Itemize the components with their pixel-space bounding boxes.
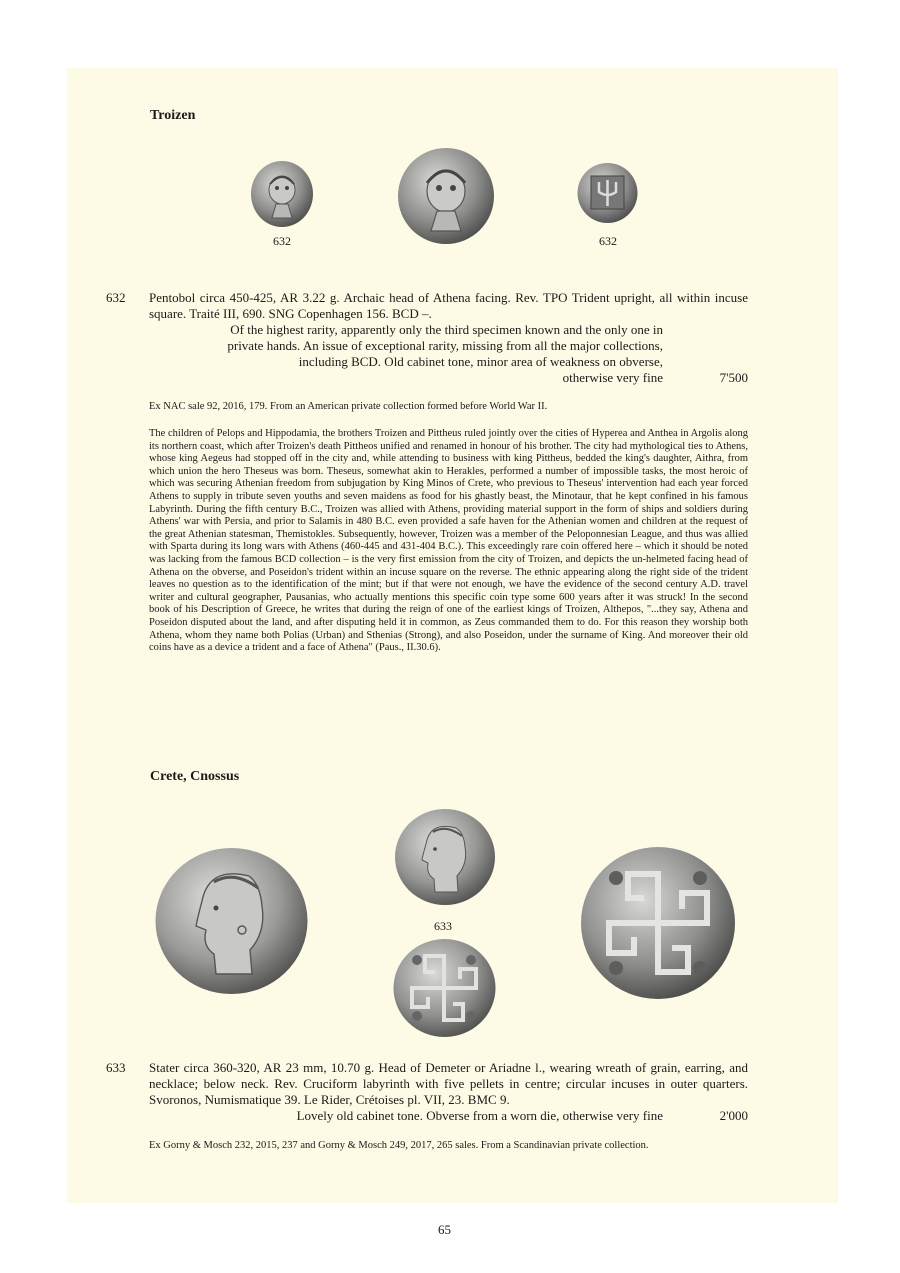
estimate: 7'500: [719, 370, 748, 385]
condition: Lovely old cabinet tone. Obverse from a worn die, otherwise very fine: [296, 1108, 663, 1123]
rarity-line: private hands. An issue of exceptional rarity, missing from all the major collections,: [227, 338, 663, 353]
section-title-troizen: Troizen: [150, 108, 196, 123]
coin-obverse-demeter-icon: [394, 808, 496, 906]
coin-caption: 633: [434, 919, 452, 933]
rarity-line: Of the highest rarity, apparently only the third specimen known and the only one in: [230, 322, 663, 337]
lot-number: 632: [106, 290, 126, 305]
coin-obverse-athena-facing-enlarged-icon: [397, 147, 495, 245]
coin-obverse-athena-facing-icon: [250, 160, 314, 228]
condition: otherwise very fine: [562, 370, 663, 385]
coin-reverse-trident-incuse-icon: [577, 162, 638, 224]
provenance: Ex Gorny & Mosch 232, 2015, 237 and Gorny & Mosch 249, 2017, 265 sales. From a Scandinavian private collection.: [149, 1140, 649, 1151]
lot-number: 633: [106, 1060, 126, 1075]
coin-obverse-demeter-enlarged-icon: [154, 846, 309, 996]
coin-reverse-labyrinth-enlarged-icon: [580, 846, 736, 1000]
historical-note: The children of Pelops and Hippodamia, the brothers Troizen and Pittheus ruled jointly over the cities of Hyperea and Anthea in Argolis along its northern coast, which after Troizen's death Pittheos unified and renamed in honour of his brother. The city had mythological ties to Athens, whose king Aegeus had stopped off in the city and, while attending to business with king Pittheus, bedded the king's daughter, Aithra, from which union the hero Theseus was born. Theseus, somewhat akin to Herakles, performed a number of impossible tasks, the most heroic of which was securing Athenian freedom from subjugation by King Minos of Crete, who previous to Theseus' intervention had each year forced Athens to supply in tribute seven youths and seven maidens as food for his ghastly beast, the Minotaur, that he kept confined in his famous Labyrinth. During the fifth century B.C., Troizen was allied with Athens, providing material support in the form of ships and soldiers during Athens' war with Persia, and prior to Salamis in 480 B.C. even provided a safe haven for the Athenian women and children at the request of the great Athenian statesman, Themistokles. Subsequently, however, Troizen was a member of the Peloponnesian League, and thus was allied with Sparta during its long wars with Athens (460-445 and 431-404 B.C.). This exceedingly rare coin offered here – which it should be noted was lacking from the famous BCD collection – is the very first emission from the city of Troizen, and depicts the un-helmeted facing head of Athena on the obverse, and Poseidon's trident within an incuse square on the reverse. The ethnic appearing along the right side of the trident leaves no question as to the identification of the mint; but if that were not enough, we have the evidence of the second century A.D. travel writer and cultural geographer, Pausanias, who actually mentions this specific coin type some 600 years after it was struck! In the second book of his Description of Greece, he writes that during the reign of one of the earliest kings of Troizen, Althepos, "...they say, Athena and Poseidon disputed about the land, and after disputing held it in common, as Zeus commanded them to do. For this reason they worship both Athena, whom they name both Polias (Urban) and Sthenias (Strong), and also Poseidon, under the surname of King. And moreover their old coins have as a device a trident and a face of Athena" (Paus., II.30.6).: [149, 428, 748, 654]
page-number: 65: [438, 1222, 451, 1237]
estimate: 2'000: [719, 1108, 748, 1123]
lot-description: Pentobol circa 450-425, AR 3.22 g. Archaic head of Athena facing. Rev. TPO Trident upright, all within incuse square. Traité III, 690. SNG Copenhagen 156. BCD –.: [149, 290, 748, 321]
section-title-crete-cnossus: Crete, Cnossus: [150, 769, 240, 784]
coin-caption: 632: [273, 234, 291, 248]
rarity-line: including BCD. Old cabinet tone, minor area of weakness on obverse,: [298, 354, 663, 369]
coin-caption: 632: [599, 234, 617, 248]
lot-description: Stater circa 360-320, AR 23 mm, 10.70 g. Head of Demeter or Ariadne l., wearing wreath of grain, earring, and necklace; below neck. Rev. Cruciform labyrinth with five pellets in centre; circular incuses in outer quarters. Svoronos, Numismatique 39. Le Rider, Crétoises pl. VII, 23. BMC 9.: [149, 1060, 748, 1107]
provenance: Ex NAC sale 92, 2016, 179. From an American private collection formed before World War II.: [149, 401, 548, 412]
coin-reverse-labyrinth-icon: [393, 938, 496, 1038]
